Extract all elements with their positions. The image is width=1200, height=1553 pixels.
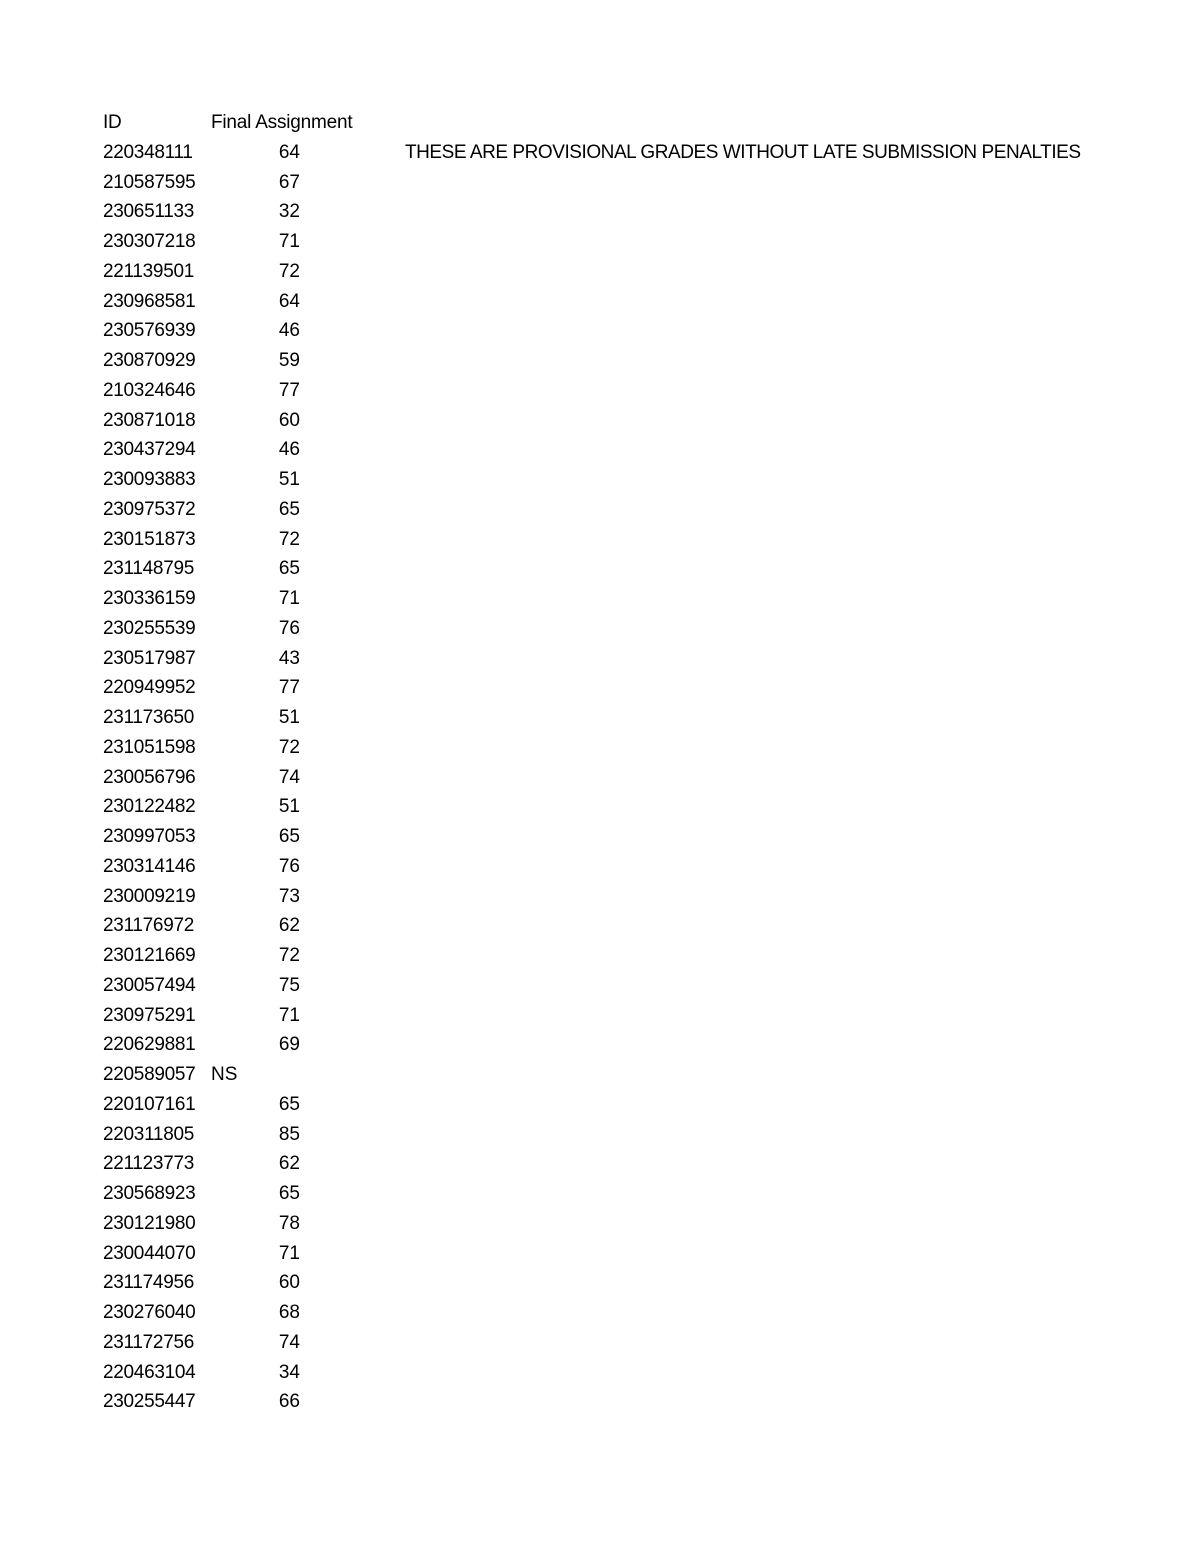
grade-cell: 75 bbox=[278, 974, 300, 996]
student-id-cell: 230044070 bbox=[103, 1242, 196, 1264]
student-id-cell: 230871018 bbox=[103, 409, 196, 431]
grade-cell: 68 bbox=[278, 1302, 300, 1323]
student-id-cell: 231148795 bbox=[103, 558, 194, 580]
grade-cell: 65 bbox=[278, 1093, 300, 1115]
table-row bbox=[103, 525, 1063, 555]
table-row bbox=[103, 941, 1063, 971]
table-row bbox=[103, 1268, 1063, 1298]
grade-cell: NS bbox=[211, 1064, 238, 1085]
grades-sheet bbox=[103, 108, 1081, 1417]
table-row bbox=[103, 346, 1063, 376]
grade-cell: 60 bbox=[278, 409, 300, 431]
table-row bbox=[103, 1060, 1063, 1090]
grade-cell: 65 bbox=[278, 498, 300, 520]
grade-cell: 64 bbox=[278, 141, 300, 163]
grade-cell: 66 bbox=[278, 1391, 300, 1413]
student-id-cell: 230121669 bbox=[103, 945, 196, 966]
provisional-grades-note: THESE ARE PROVISIONAL GRADES WITHOUT LATE SUBMISSION PENALTIES bbox=[405, 141, 1081, 163]
student-id-cell: 220107161 bbox=[103, 1093, 196, 1115]
table-row bbox=[103, 733, 1063, 763]
student-id-cell: 231176972 bbox=[103, 915, 194, 937]
grade-cell: 72 bbox=[278, 945, 300, 966]
grade-cell: 51 bbox=[278, 707, 300, 728]
table-row bbox=[103, 168, 1063, 198]
grade-cell: 65 bbox=[278, 558, 300, 580]
grades-table-body bbox=[103, 138, 1081, 1417]
grade-cell: 69 bbox=[278, 1034, 300, 1056]
student-id-cell: 230975372 bbox=[103, 498, 196, 520]
student-id-cell: 210587595 bbox=[103, 171, 196, 193]
student-id-cell: 230568923 bbox=[103, 1183, 196, 1204]
table-row bbox=[103, 584, 1063, 614]
grade-cell: 71 bbox=[278, 231, 300, 252]
student-id-cell: 230968581 bbox=[103, 290, 196, 312]
table-row bbox=[103, 673, 1063, 703]
table-row bbox=[103, 852, 1063, 882]
table-row bbox=[103, 911, 1063, 941]
table-row bbox=[103, 257, 1063, 287]
table-row bbox=[103, 465, 1063, 495]
student-id-cell: 230009219 bbox=[103, 885, 196, 907]
student-id-cell: 220629881 bbox=[103, 1034, 196, 1056]
student-id-cell: 230517987 bbox=[103, 647, 196, 669]
student-id-cell: 220311805 bbox=[103, 1123, 194, 1145]
grade-cell: 65 bbox=[278, 826, 300, 847]
grade-cell: 59 bbox=[278, 350, 300, 371]
grade-cell: 74 bbox=[278, 766, 300, 788]
student-id-cell: 230576939 bbox=[103, 320, 196, 342]
grade-cell: 77 bbox=[278, 677, 300, 699]
table-row bbox=[103, 822, 1063, 852]
student-id-cell: 231174956 bbox=[103, 1272, 194, 1294]
student-id-cell: 230870929 bbox=[103, 350, 196, 371]
table-row bbox=[103, 1120, 1063, 1150]
table-row bbox=[103, 763, 1063, 793]
student-id-cell: 230255447 bbox=[103, 1391, 196, 1413]
grade-cell: 71 bbox=[278, 1242, 300, 1264]
grade-cell: 46 bbox=[278, 439, 300, 461]
grade-cell: 60 bbox=[278, 1272, 300, 1294]
grade-cell: 76 bbox=[278, 855, 300, 877]
student-id-cell: 220348111 bbox=[103, 141, 193, 163]
grade-cell: 62 bbox=[278, 915, 300, 937]
student-id-cell: 220949952 bbox=[103, 677, 196, 699]
table-row bbox=[103, 1090, 1063, 1120]
table-row bbox=[103, 644, 1063, 674]
student-id-cell: 210324646 bbox=[103, 379, 196, 401]
grade-cell: 67 bbox=[278, 171, 300, 193]
grade-cell: 71 bbox=[278, 588, 300, 609]
table-row bbox=[103, 138, 1081, 168]
table-row bbox=[103, 1001, 1063, 1031]
student-id-cell: 230122482 bbox=[103, 796, 196, 818]
grade-cell: 76 bbox=[278, 617, 300, 639]
student-id-cell: 230255539 bbox=[103, 617, 196, 639]
table-row bbox=[103, 406, 1063, 436]
student-id-cell: 220463104 bbox=[103, 1361, 196, 1383]
student-id-cell: 230057494 bbox=[103, 974, 196, 996]
grade-cell: 62 bbox=[278, 1153, 300, 1175]
grade-cell: 43 bbox=[278, 647, 300, 669]
grade-cell: 32 bbox=[278, 201, 300, 223]
table-row bbox=[103, 495, 1063, 525]
table-row bbox=[103, 1358, 1063, 1388]
student-id-cell: 230437294 bbox=[103, 439, 196, 461]
table-row bbox=[103, 1209, 1063, 1239]
grade-cell: 78 bbox=[278, 1212, 300, 1234]
table-row bbox=[103, 227, 1063, 257]
table-row bbox=[103, 1298, 1063, 1328]
student-id-cell: 231172756 bbox=[103, 1331, 194, 1353]
table-row bbox=[103, 376, 1063, 406]
header-row bbox=[103, 108, 1063, 138]
table-row bbox=[103, 554, 1063, 584]
table-row bbox=[103, 287, 1063, 317]
grade-cell: 72 bbox=[278, 260, 300, 282]
student-id-cell: 230651133 bbox=[103, 201, 194, 223]
student-id-cell: 231051598 bbox=[103, 736, 196, 758]
grade-cell: 64 bbox=[278, 290, 300, 312]
grade-cell: 65 bbox=[278, 1183, 300, 1204]
table-row bbox=[103, 703, 1063, 733]
table-row bbox=[103, 1387, 1063, 1417]
table-row bbox=[103, 882, 1063, 912]
grade-cell: 85 bbox=[278, 1123, 300, 1145]
table-row bbox=[103, 1179, 1063, 1209]
grade-cell: 71 bbox=[278, 1004, 300, 1026]
grade-cell: 46 bbox=[278, 320, 300, 342]
table-row bbox=[103, 197, 1063, 227]
student-id-cell: 220589057 bbox=[103, 1064, 196, 1085]
student-id-cell: 230276040 bbox=[103, 1302, 196, 1323]
table-row bbox=[103, 316, 1063, 346]
grade-cell: 77 bbox=[278, 379, 300, 401]
grade-cell: 51 bbox=[278, 469, 300, 490]
id-column-header: ID bbox=[103, 112, 122, 133]
table-row bbox=[103, 435, 1063, 465]
table-row bbox=[103, 971, 1063, 1001]
student-id-cell: 221139501 bbox=[103, 260, 194, 282]
student-id-cell: 230314146 bbox=[103, 855, 196, 877]
student-id-cell: 230121980 bbox=[103, 1212, 196, 1234]
grade-cell: 51 bbox=[278, 796, 300, 818]
table-row bbox=[103, 792, 1063, 822]
table-row bbox=[103, 1030, 1063, 1060]
student-id-cell: 230307218 bbox=[103, 231, 196, 252]
table-row bbox=[103, 1239, 1063, 1269]
table-row bbox=[103, 614, 1063, 644]
student-id-cell: 230151873 bbox=[103, 528, 196, 550]
student-id-cell: 221123773 bbox=[103, 1153, 194, 1175]
grade-cell: 74 bbox=[278, 1331, 300, 1353]
student-id-cell: 230093883 bbox=[103, 469, 196, 490]
table-row bbox=[103, 1328, 1063, 1358]
student-id-cell: 230336159 bbox=[103, 588, 196, 609]
grade-cell: 72 bbox=[278, 736, 300, 758]
student-id-cell: 230056796 bbox=[103, 766, 196, 788]
grade-cell: 34 bbox=[278, 1361, 300, 1383]
grade-cell: 73 bbox=[278, 885, 300, 907]
grade-cell: 72 bbox=[278, 528, 300, 550]
grade-column-header: Final Assignment bbox=[211, 112, 353, 133]
table-row bbox=[103, 1149, 1063, 1179]
student-id-cell: 230997053 bbox=[103, 826, 196, 847]
student-id-cell: 231173650 bbox=[103, 707, 194, 728]
student-id-cell: 230975291 bbox=[103, 1004, 196, 1026]
